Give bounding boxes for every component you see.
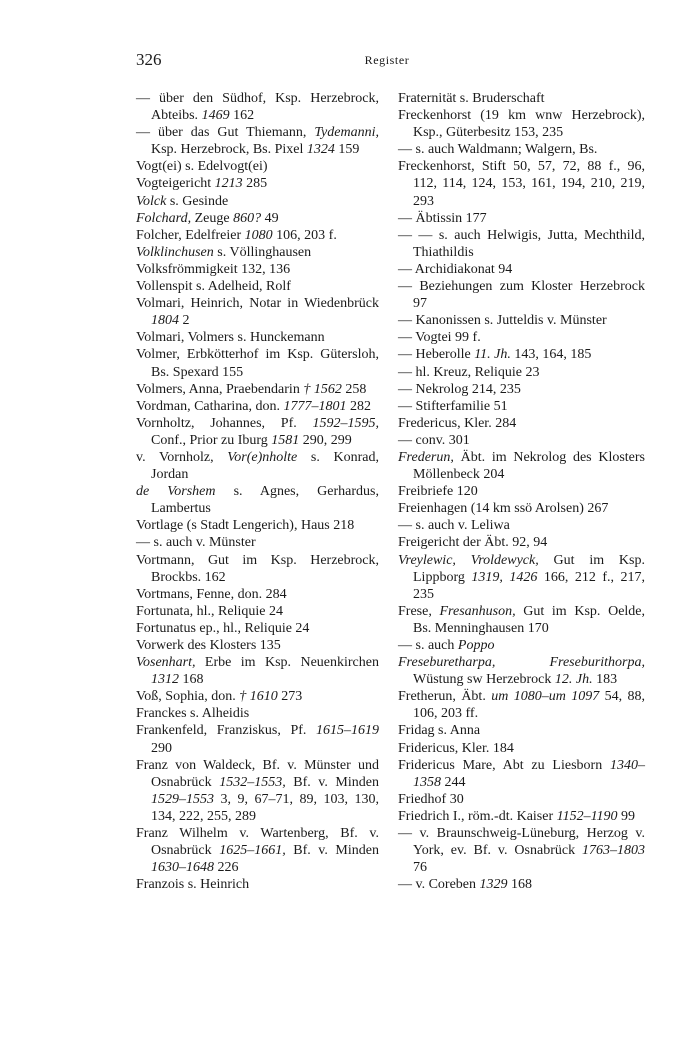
entry-text-run: Fridericus, Kler. 184 — [398, 740, 514, 756]
index-entry — [136, 244, 379, 261]
entry-text-run: 159 — [334, 142, 360, 158]
index-entry — [398, 654, 645, 688]
entry-text-run: 2 — [179, 313, 190, 329]
index-entry — [136, 415, 379, 449]
entry-text-run: 143, 164, 185 — [510, 347, 592, 363]
entry-text-run: Vollenspit s. Adelheid, Rolf — [136, 279, 291, 295]
entry-italic-run: 1532–1553, — [219, 774, 286, 790]
entry-text-run: 290, 299 — [299, 432, 352, 448]
entry-text-run: Volmari, Volmers s. Hunckemann — [136, 330, 325, 346]
index-entry — [136, 175, 379, 192]
entry-text-run: Freibriefe 120 — [398, 484, 478, 500]
entry-italic-run: 1329 — [479, 877, 508, 893]
entry-italic-run: Volklinchusen — [136, 244, 214, 260]
entry-italic-run: 860? — [233, 210, 262, 226]
entry-italic-run: Vreylewic, Vroldewyck, — [398, 552, 539, 568]
entry-text-run: — hl. Kreuz, Reliquie 23 — [398, 364, 540, 380]
entry-text-run: Erbe im Ksp. Neuenkirchen — [195, 655, 379, 671]
index-entry — [398, 552, 645, 603]
index-entry — [398, 534, 645, 551]
index-entry — [398, 107, 645, 141]
index-entry — [136, 722, 379, 756]
index-entry — [398, 90, 645, 107]
entry-text-run: Franckes s. Alheidis — [136, 706, 250, 722]
entry-italic-run: 1763–1803 — [582, 843, 645, 859]
index-entry — [398, 517, 645, 534]
entry-text-run: — Kanonissen s. Jutteldis v. Münster — [398, 313, 607, 329]
entry-italic-run: um 1080–um 1097 — [491, 689, 600, 705]
entry-text-run: 49 — [261, 210, 279, 226]
entry-text-run: — s. auch v. Münster — [136, 535, 256, 551]
entry-text-run: Vorwerk des Klosters 135 — [136, 638, 281, 653]
entry-italic-run: 1469 — [201, 108, 230, 124]
running-head: Register — [364, 53, 410, 67]
entry-text-run: 168 — [507, 877, 533, 893]
entry-text-run: 183 — [592, 672, 618, 688]
index-entry — [136, 158, 379, 175]
index-entry — [398, 381, 645, 398]
index-entry — [136, 90, 379, 124]
entry-text-run: — — s. auch Helwigis, Jutta, Mechthild, Thiathildis — [398, 227, 645, 260]
index-entry — [398, 688, 645, 722]
index-entry — [398, 808, 645, 825]
entry-text-run: Gut im Ksp. Lippborg — [413, 552, 645, 585]
index-entry — [136, 552, 379, 586]
index-entry — [136, 876, 379, 893]
index-entry — [398, 637, 645, 654]
index-entry — [136, 654, 379, 688]
index-entry — [136, 517, 379, 534]
entry-text-run: s. Agnes, Gerhardus, Lambertus — [151, 484, 379, 517]
index-entry — [398, 210, 645, 227]
entry-text-run: Vornholtz, Johannes, Pf. — [136, 415, 313, 431]
entry-italic-run: † 1610 — [239, 689, 278, 705]
entry-text-run: — Beziehungen zum Kloster Herzebrock 97 — [398, 279, 645, 312]
index-entry — [398, 740, 645, 757]
entry-italic-run: 1581 — [271, 432, 300, 448]
entry-text-run: 244 — [441, 774, 466, 790]
entry-text-run: Bf. v. Minden — [285, 843, 379, 859]
index-entry — [136, 620, 379, 637]
entry-italic-run: Poppo — [457, 638, 495, 653]
entry-italic-run: 1080 — [244, 227, 273, 243]
index-entry — [398, 432, 645, 449]
entry-italic-run: Frederun, — [398, 449, 454, 465]
entry-text-run: Wüstung sw Herzebrock — [413, 672, 555, 688]
index-entry — [398, 364, 645, 381]
entry-text-run: Bf. v. Minden — [285, 774, 379, 790]
index-entry — [136, 825, 379, 876]
index-entry — [398, 278, 645, 312]
entry-italic-run: † 1562 — [303, 381, 342, 397]
index-entry — [136, 278, 379, 295]
entry-text-run: — conv. 301 — [398, 432, 470, 448]
index-entry — [398, 449, 645, 483]
entry-text-run: Freckenhorst, Stift 50, 57, 72, 88 f., 96, 112, 114, 124, 153, 161, 194, 210, 219, 293 — [398, 159, 645, 209]
entry-italic-run: 1529–1553 — [151, 791, 214, 807]
index-entry — [136, 688, 379, 705]
entry-text-run: s. Völlinghausen — [213, 244, 312, 260]
index-entry — [398, 603, 645, 637]
entry-text-run: 166, 212 f., 217, 235 — [413, 569, 646, 602]
index-entry — [136, 227, 379, 244]
index-entry — [136, 346, 379, 380]
entry-text-run: Ksp. Herzebrock, Bs. Pixel — [151, 142, 307, 158]
entry-text-run: Freckenhorst (19 km wnw Herzebrock), Ksp., Güterbesitz 153, 235 — [398, 108, 645, 141]
entry-text-run: v. Vornholz, — [136, 449, 228, 465]
entry-text-run: — s. auch v. Leliwa — [398, 518, 510, 534]
entry-italic-run: 1152–1190 — [556, 808, 618, 824]
index-entry — [136, 757, 379, 825]
entry-italic-run: Fresanhuson, — [439, 603, 516, 619]
index-entry — [136, 261, 379, 278]
entry-italic-run: 1213 — [214, 176, 243, 192]
entry-text-run: 99 — [617, 808, 636, 824]
index-entry — [398, 346, 645, 363]
entry-italic-run: 1592–1595, — [312, 415, 379, 431]
entry-text-run: Franz von Waldeck, Bf. v. Münster und Osnabrück — [136, 757, 379, 790]
entry-text-run: — s. auch Waldmann; Walgern, Bs. — [398, 142, 598, 158]
entry-text-run: Folcher, Edelfreier — [136, 227, 245, 243]
entry-italic-run: Freseburetharpa, Freseburithorpa, — [398, 655, 645, 671]
index-entry — [398, 791, 645, 808]
entry-text-run: Vortmans, Fenne, don. 284 — [136, 586, 287, 602]
entry-italic-run: 1777–1801 — [283, 398, 347, 414]
entry-text-run: 273 — [277, 689, 303, 705]
entry-text-run: 162 — [229, 108, 255, 124]
entry-text-run: Fraternität s. Bruderschaft — [398, 91, 545, 106]
entry-text-run: Friedrich I., röm.-dt. Kaiser — [398, 808, 557, 824]
index-entry — [398, 158, 645, 209]
index-entry — [398, 500, 645, 517]
entry-text-run: 285 — [242, 176, 268, 192]
entry-text-run: Freigericht der Äbt. 92, 94 — [398, 535, 548, 551]
entry-text-run: 106, 203 f. — [272, 227, 337, 243]
entry-text-run: Volmer, Erbkötterhof im Ksp. Gütersloh, Bs. Spexard 155 — [136, 347, 379, 380]
entry-text-run: — Heberolle — [398, 347, 475, 363]
entry-text-run: Volmers, Anna, Praebendarin — [136, 381, 304, 397]
index-entry — [398, 722, 645, 739]
index-entry — [136, 124, 379, 158]
entry-text-run: Fredericus, Kler. 284 — [398, 415, 517, 431]
entry-text-run: s. Gesinde — [166, 193, 229, 209]
entry-text-run: — über das Gut Thiemann, — [136, 125, 315, 141]
index-entry — [398, 312, 645, 329]
page-header — [136, 50, 638, 74]
entry-text-run: 76 — [413, 860, 427, 876]
index-entry — [398, 398, 645, 415]
entry-text-run: Franz Wilhelm v. Wartenberg, Bf. v. Osnabrück — [136, 826, 379, 859]
entry-text-run: — über den Südhof, Ksp. Herzebrock, Abteibs. — [136, 91, 379, 124]
entry-text-run: s. Konrad, Jordan — [151, 449, 379, 483]
entry-italic-run: 12. Jh. — [554, 672, 593, 688]
entry-text-run: Frese, — [398, 603, 440, 619]
entry-text-run: Vordman, Catharina, don. — [136, 398, 284, 414]
index-entry — [398, 329, 645, 346]
index-entry — [136, 603, 379, 620]
index-entry — [398, 227, 645, 261]
entry-text-run: Conf., Prior zu Iburg — [151, 432, 272, 448]
entry-text-run: — Äbtissin 177 — [398, 210, 487, 226]
entry-italic-run: Folchard, — [136, 210, 192, 226]
entry-text-run: — Stifterfamilie 51 — [398, 398, 508, 414]
entry-text-run: — v. Coreben — [398, 877, 480, 893]
entry-text-run: — Nekrolog 214, 235 — [398, 381, 521, 397]
index-entry — [136, 483, 379, 517]
entry-italic-run: 1340–1358 — [413, 757, 645, 790]
entry-text-run: — Vogtei 99 f. — [398, 330, 481, 346]
index-entry — [398, 261, 645, 278]
index-entry — [398, 757, 645, 791]
index-entry — [136, 329, 379, 346]
entry-text-run: Vortmann, Gut im Ksp. Herzebrock, Brockbs. 162 — [136, 552, 379, 585]
index-entry — [136, 534, 379, 551]
entry-text-run: Volksfrömmigkeit 132, 136 — [136, 261, 291, 277]
entry-italic-run: 1625–1661, — [219, 843, 286, 859]
entry-italic-run: Vor(e)nholte — [227, 449, 298, 465]
entry-text-run: Fortunatus ep., hl., Reliquie 24 — [136, 620, 310, 636]
entry-italic-run: Vosenhart, — [136, 655, 196, 671]
entry-italic-run: 1804 — [151, 313, 179, 329]
page-number: 326 — [136, 50, 162, 69]
entry-text-run: Freienhagen (14 km ssö Arolsen) 267 — [398, 501, 609, 517]
entry-italic-run: Volck — [136, 193, 167, 209]
index-entry — [398, 415, 645, 432]
entry-text-run: 54, 88, 106, 203 ff. — [413, 689, 645, 722]
entry-text-run: — Archidiakonat 94 — [398, 261, 513, 277]
entry-text-run: 258 — [341, 381, 367, 397]
index-entry — [136, 705, 379, 722]
index-entry — [136, 637, 379, 654]
entry-text-run: — s. auch — [398, 638, 458, 653]
entry-italic-run: 1630–1648 — [151, 860, 214, 876]
entry-italic-run: 1312 — [151, 672, 179, 688]
index-entry — [398, 876, 645, 893]
entry-text-run: Fretherun, Äbt. — [398, 689, 492, 705]
entry-text-run: Gut im Ksp. Oelde, Bs. Menninghausen 170 — [413, 603, 646, 636]
entry-italic-run: 1319, 1426 — [471, 569, 538, 585]
entry-text-run: Voß, Sophia, don. — [136, 689, 240, 705]
entry-italic-run: 1615–1619 — [316, 723, 379, 739]
index-entry — [136, 295, 379, 329]
entry-text-run: 282 — [346, 398, 371, 414]
entry-text-run: Äbt. im Nekrolog des Klosters Möllenbeck 204 — [413, 449, 645, 483]
entry-text-run: Fortunata, hl., Reliquie 24 — [136, 603, 283, 619]
index-entry — [398, 825, 645, 876]
entry-text-run: Fridag s. Anna — [398, 723, 481, 739]
entry-text-run: — v. Braunschweig-Lüneburg, Herzog v. York, ev. Bf. v. Osnabrück — [398, 826, 645, 859]
index-entry — [398, 141, 645, 158]
entry-italic-run: 11. Jh. — [474, 347, 511, 363]
entry-text-run: Zeuge — [191, 210, 234, 226]
entry-text-run: Fridericus Mare, Abt zu Liesborn — [398, 757, 610, 773]
entry-text-run: 3, 9, 67–71, 89, 103, 130, 134, 222, 255, 289 — [151, 791, 379, 824]
index-entry — [136, 398, 379, 415]
entry-italic-run: de Vorshem — [136, 484, 216, 500]
entry-text-run: 226 — [214, 860, 239, 876]
index-column-left — [136, 90, 379, 893]
index-entry — [136, 586, 379, 603]
entry-text-run: Vogt(ei) s. Edelvogt(ei) — [136, 159, 268, 175]
entry-text-run: 290 — [151, 740, 172, 756]
index-entry — [398, 483, 645, 500]
index-entry — [136, 210, 379, 227]
entry-italic-run: Tydemanni, — [314, 125, 379, 141]
index-column-right — [398, 90, 645, 893]
entry-text-run: Vortlage (s Stadt Lengerich), Haus 218 — [136, 518, 355, 534]
entry-text-run: Friedhof 30 — [398, 791, 464, 807]
entry-text-run: Volmari, Heinrich, Notar in Wiedenbrück — [136, 296, 379, 312]
index-entry — [136, 193, 379, 210]
entry-italic-run: 1324 — [306, 142, 335, 158]
index-entry — [136, 449, 379, 483]
entry-text-run: Frankenfeld, Franziskus, Pf. — [136, 723, 316, 739]
entry-text-run: 168 — [179, 672, 204, 688]
entry-text-run: Franzois s. Heinrich — [136, 877, 250, 893]
entry-text-run: Vogteigericht — [136, 176, 215, 192]
index-entry — [136, 381, 379, 398]
